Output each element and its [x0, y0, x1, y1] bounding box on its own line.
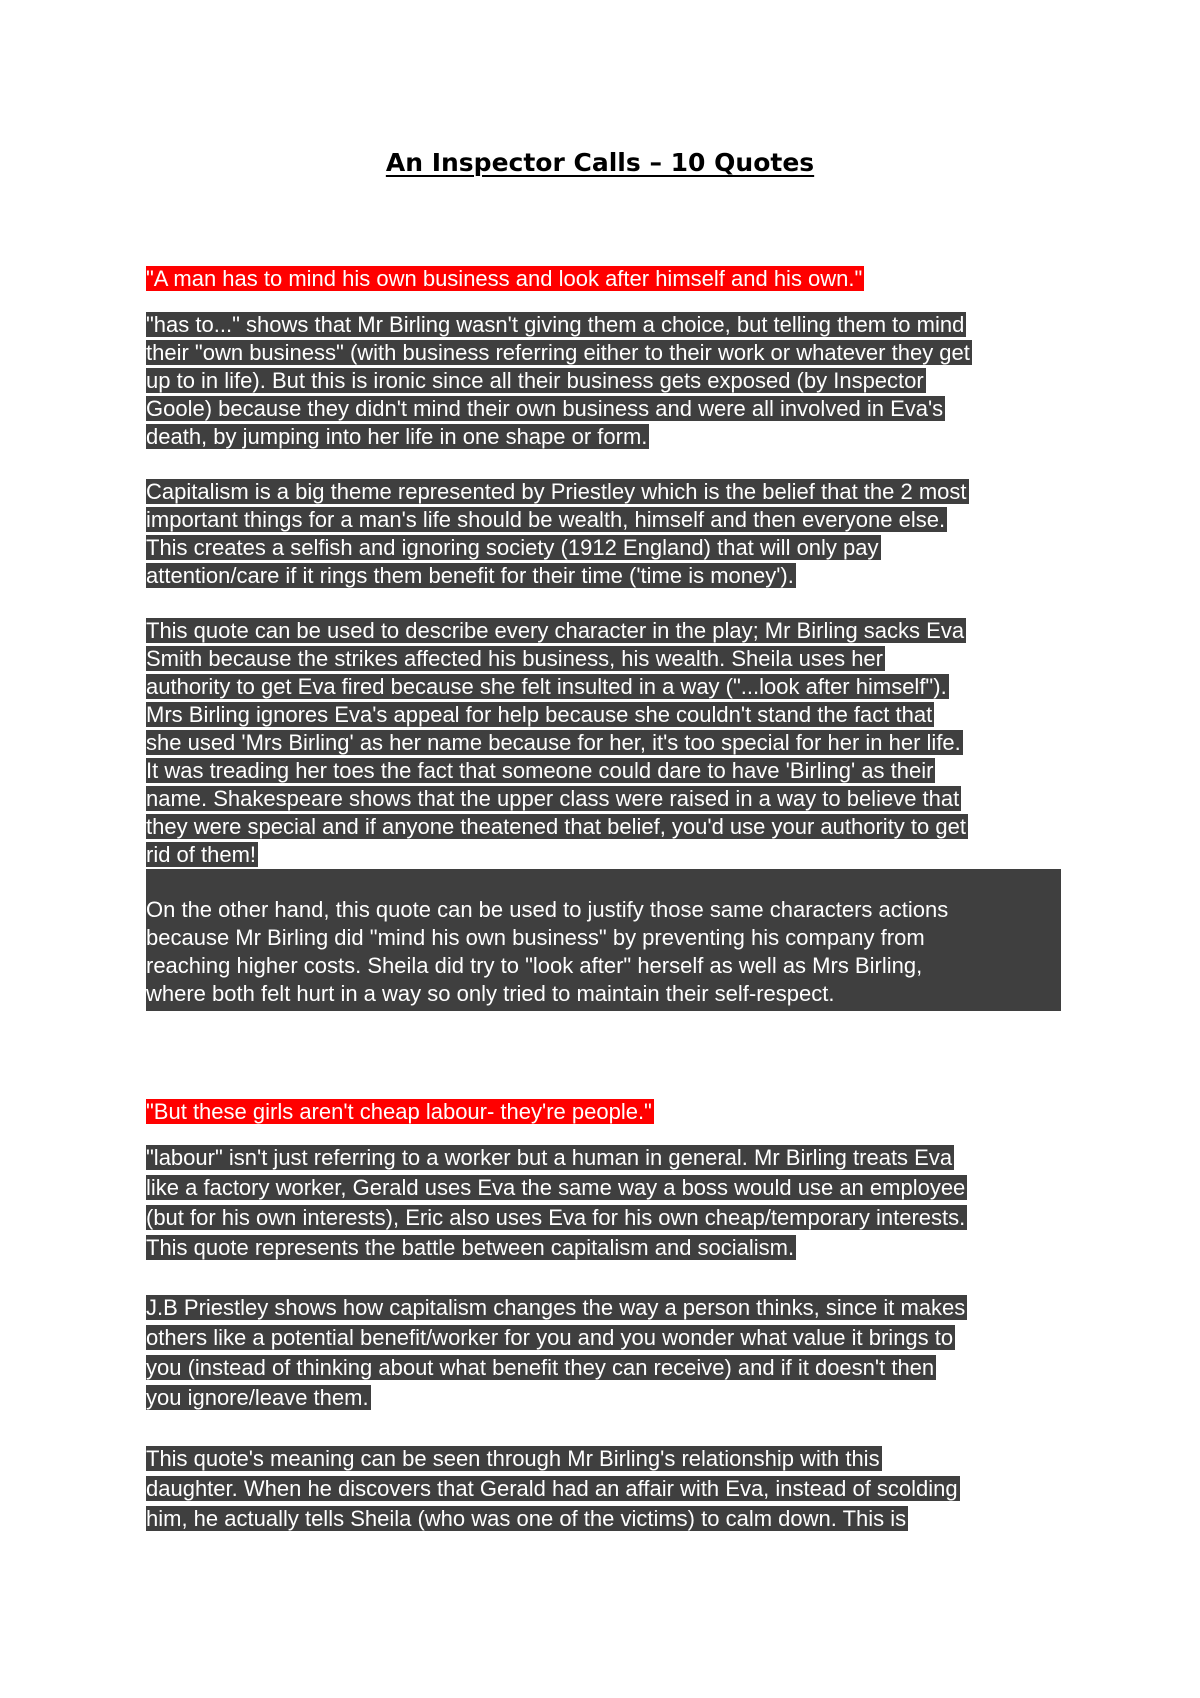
paragraph-line — [146, 1204, 967, 1232]
paragraph-line — [146, 311, 966, 339]
quote-1-text: "A man has to mind his own business and look after himself and his own." — [146, 266, 863, 291]
line-text: up to in life). But this is ironic since all their business gets exposed (by Inspector — [146, 368, 924, 393]
paragraph-line — [146, 952, 924, 980]
line-text: authority to get Eva fired because she felt insulted in a way ("...look after himself"). — [146, 674, 947, 699]
paragraph-line — [146, 1144, 954, 1172]
line-text: they were special and if anyone theatened that belief, you'd use your authority to get — [146, 814, 966, 839]
quote-2-text: "But these girls aren't cheap labour- they're people." — [146, 1099, 652, 1124]
line-text: daughter. When he discovers that Gerald had an affair with Eva, instead of scolding — [146, 1476, 958, 1501]
paragraph-line — [146, 1445, 882, 1473]
paragraph-line — [146, 339, 972, 367]
paragraph-line — [146, 534, 881, 562]
paragraph-line — [146, 813, 968, 841]
paragraph-line — [146, 1384, 371, 1412]
line-text: she used 'Mrs Birling' as her name because for her, it's too special for her in her life. — [146, 730, 961, 755]
paragraph-line — [146, 1354, 936, 1382]
line-text: death, by jumping into her life in one shape or form. — [146, 424, 648, 449]
paragraph-line — [146, 841, 258, 869]
line-text: This quote represents the battle between capitalism and socialism. — [146, 1235, 795, 1260]
paragraph-line — [146, 980, 836, 1008]
paragraph-line — [146, 617, 966, 645]
paragraph-line — [146, 701, 934, 729]
paragraph-line — [146, 1505, 908, 1533]
paragraph-line — [146, 645, 885, 673]
paragraph-line — [146, 785, 961, 813]
line-text: rid of them! — [146, 842, 257, 867]
line-text: name. Shakespeare shows that the upper class were raised in a way to believe that — [146, 786, 960, 811]
quote-2 — [146, 1098, 654, 1126]
paragraph-line — [146, 896, 950, 924]
line-text: J.B Priestley shows how capitalism changes the way a person thinks, since it makes — [146, 1295, 966, 1320]
paragraph-line — [146, 1174, 967, 1202]
paragraph-line — [146, 673, 949, 701]
document-title-text: An Inspector Calls – 10 Quotes — [385, 148, 815, 177]
paragraph-line — [146, 1234, 796, 1262]
paragraph-line — [146, 1294, 967, 1322]
line-text: Smith because the strikes affected his business, his wealth. Sheila uses her — [146, 646, 883, 671]
line-text: you ignore/leave them. — [146, 1385, 369, 1410]
line-text: Goole) because they didn't mind their own business and were all involved in Eva's — [146, 396, 944, 421]
line-text: It was treading her toes the fact that someone could dare to have 'Birling' as their — [146, 758, 934, 783]
line-text: because Mr Birling did "mind his own business" by preventing his company from — [146, 925, 925, 950]
paragraph-line — [146, 1324, 955, 1352]
document-title — [0, 148, 1200, 177]
line-text: reaching higher costs. Sheila did try to "look after" herself as well as Mrs Birling, — [146, 953, 923, 978]
paragraph-line — [146, 729, 963, 757]
paragraph-line — [146, 423, 649, 451]
line-text: their "own business" (with business referring either to their work or whatever they get — [146, 340, 970, 365]
paragraph-line — [146, 757, 935, 785]
line-text: This creates a selfish and ignoring society (1912 England) that will only pay — [146, 535, 879, 560]
line-text: others like a potential benefit/worker for you and you wonder what value it brings to — [146, 1325, 954, 1350]
line-text: him, he actually tells Sheila (who was one of the victims) to calm down. This is — [146, 1506, 907, 1531]
paragraph-line — [146, 506, 947, 534]
quote-1 — [146, 265, 864, 293]
line-text: where both felt hurt in a way so only tried to maintain their self-respect. — [146, 981, 835, 1006]
paragraph-line — [146, 924, 927, 952]
line-text: This quote can be used to describe every character in the play; Mr Birling sacks Eva — [146, 618, 965, 643]
paragraph-line — [146, 395, 945, 423]
line-text: Capitalism is a big theme represented by Priestley which is the belief that the 2 most — [146, 479, 967, 504]
line-text: like a factory worker, Gerald uses Eva the same way a boss would use an employee — [146, 1175, 966, 1200]
line-text: important things for a man's life should be wealth, himself and then everyone else. — [146, 507, 946, 532]
paragraph-line — [146, 478, 969, 506]
paragraph-line — [146, 1475, 960, 1503]
line-text: you (instead of thinking about what benefit they can receive) and if it doesn't then — [146, 1355, 935, 1380]
line-text: "has to..." shows that Mr Birling wasn't giving them a choice, but telling them to mind — [146, 312, 965, 337]
paragraph-line — [146, 562, 796, 590]
line-text: (but for his own interests), Eric also uses Eva for his own cheap/temporary interests. — [146, 1205, 966, 1230]
line-text: On the other hand, this quote can be used to justify those same characters actions — [146, 897, 949, 922]
line-text: "labour" isn't just referring to a worker but a human in general. Mr Birling treats Eva — [146, 1145, 953, 1170]
paragraph-line — [146, 367, 926, 395]
line-text: Mrs Birling ignores Eva's appeal for help because she couldn't stand the fact that — [146, 702, 933, 727]
line-text: attention/care if it rings them benefit for their time ('time is money'). — [146, 563, 794, 588]
line-text: This quote's meaning can be seen through Mr Birling's relationship with this — [146, 1446, 880, 1471]
